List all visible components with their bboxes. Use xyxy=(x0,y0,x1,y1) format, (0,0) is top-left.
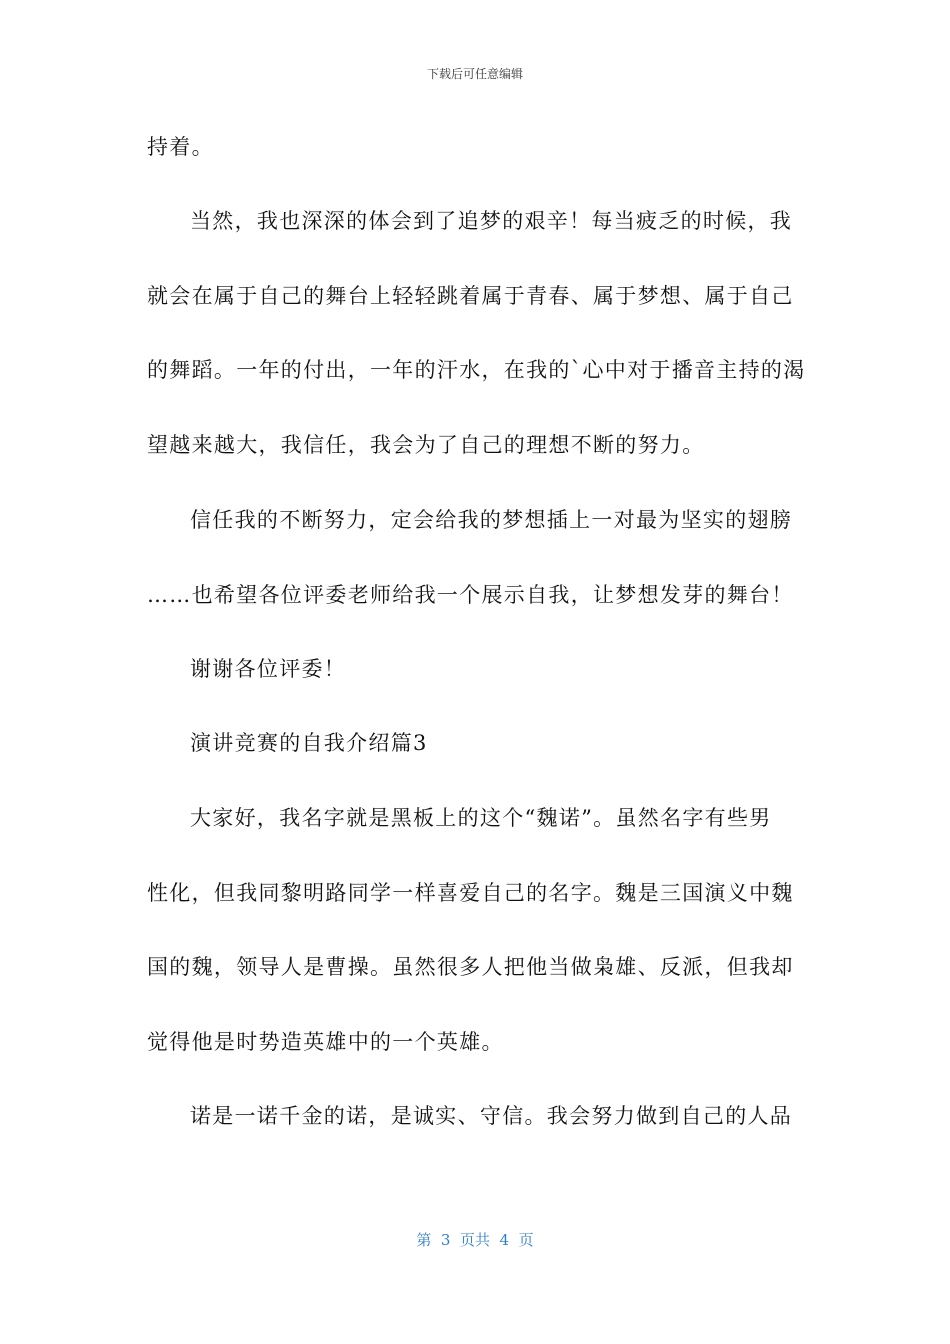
text-line: 谢谢各位评委！ xyxy=(190,657,347,681)
page-footer: 第 3 页共 4 页 xyxy=(416,1231,534,1249)
text-line: 就会在属于自己的舞台上轻轻跳着属于青春、属于梦想、属于自己 xyxy=(147,284,794,308)
text-line: 诺是一诺千金的诺，是诚实、守信。我会努力做到自己的人品 xyxy=(190,1104,793,1128)
text-line: 大家好，我名字就是黑板上的这个“魏诺”。虽然名字有些男 xyxy=(190,806,772,830)
text-line: 的舞蹈。一年的付出，一年的汗水，在我的`心中对于播音主持的渴 xyxy=(147,358,806,382)
page-header: 下载后可任意编辑 xyxy=(426,67,523,81)
text-line: ……也希望各位评委老师给我一个展示自我，让梦想发芽的舞台！ xyxy=(147,583,794,607)
text-line: 持着。 xyxy=(147,135,214,159)
text-line: 觉得他是时势造英雄中的一个英雄。 xyxy=(147,1030,504,1054)
text-line: 国的魏，领导人是曹操。虽然很多人把他当做枭雄、反派，但我却 xyxy=(147,955,794,979)
text-line: 望越来越大，我信任，我会为了自己的理想不断的努力。 xyxy=(147,433,705,457)
text-line: 当然，我也深深的体会到了追梦的艰辛！每当疲乏的时候，我 xyxy=(190,209,793,233)
text-line: 信任我的不断努力，定会给我的梦想插上一对最为坚实的翅膀 xyxy=(190,508,793,532)
section-heading: 演讲竞赛的自我介绍篇3 xyxy=(190,731,428,755)
text-line: 性化，但我同黎明路同学一样喜爱自己的名字。魏是三国演义中魏 xyxy=(147,881,794,905)
